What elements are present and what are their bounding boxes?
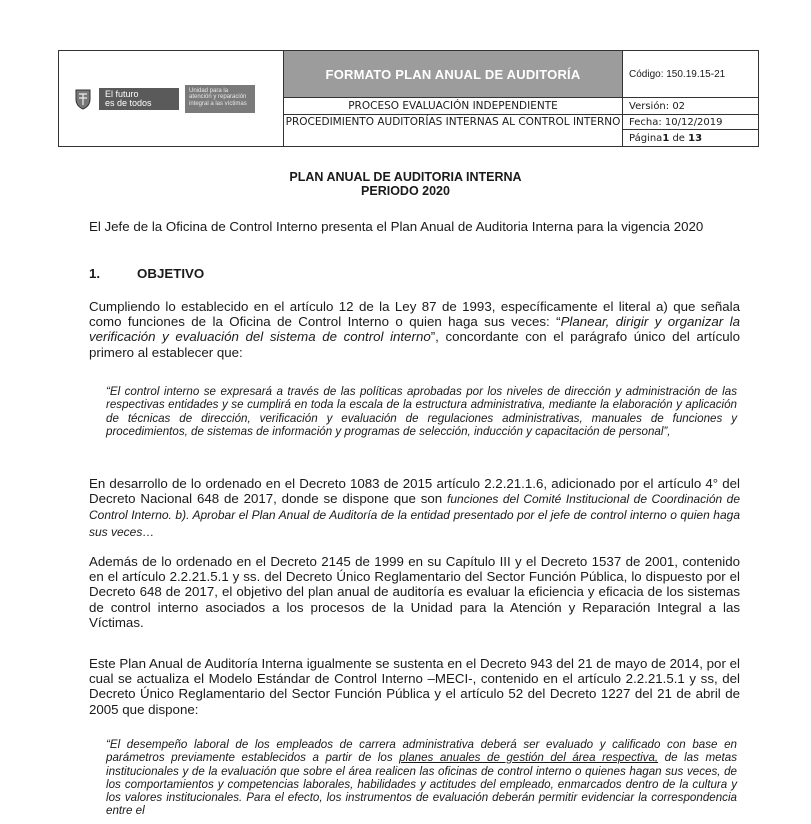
quote-2 bbox=[106, 738, 737, 818]
doc-title-line-1: PLAN ANUAL DE AUDITORIA INTERNA bbox=[289, 170, 522, 184]
logo-area bbox=[59, 51, 284, 146]
logo-line-2: es de todos bbox=[105, 97, 152, 108]
p1-text-a: Cumpliendo lo establecido en el artículo 12 de la Ley 87 de 1993, específicamente el literal a) que señala como funciones de la Oficina de Control Interno o quien haga sus veces: “ bbox=[89, 299, 740, 330]
doc-title-line-2: PERIODO 2020 bbox=[361, 184, 450, 198]
version-label: Versión: 02 bbox=[623, 98, 758, 115]
format-title: FORMATO PLAN ANUAL DE AUDITORÍA bbox=[284, 51, 623, 98]
p2-text-a: En desarrollo de lo ordenado en el Decreto 1083 de 2015 artículo 2.2.21.1.6, adicionado por el artículo 4° del Decreto Nacional 648 de 2017, donde se dispone que son bbox=[89, 476, 740, 507]
quote-1: “El control interno se expresará a través de las políticas aprobadas por los niveles de dirección y administración de las respectivas entidades y se cumplirá en toda la escala de la estructura administrativa, mediante la elaboración y aplicación de técnicas de dirección, verificación y evaluación de regulaciones administrativas, manuales de funciones y procedimientos, de sistemas de información y programas de selección, inducción y capacitación de personal”, bbox=[106, 385, 737, 438]
process-name: PROCESO EVALUACIÓN INDEPENDIENTE bbox=[284, 98, 623, 115]
p1-quote: Planear, dirigir y organizar la verificación y evaluación del sistema de control interno bbox=[89, 314, 740, 345]
logo-text-block bbox=[99, 88, 179, 110]
p2-italic: funciones del Comité Institucional de Coordinación de Control Interno. b). Aprobar el Plan Anual de Auditoría de la entidad presentado por el jefe de control interno o quien haga sus veces… bbox=[89, 492, 740, 539]
section-number: 1. bbox=[89, 266, 101, 281]
logo-subtext: Unidad para la atención y reparación integral a las víctimas bbox=[185, 85, 255, 113]
page-number: 1 bbox=[662, 132, 670, 144]
page-label bbox=[623, 130, 758, 146]
p1-text-c: ”, concordante con el parágrafo único del artículo primero al establecer que: bbox=[89, 329, 740, 360]
paragraph-3: Además de lo ordenado en el Decreto 2145 de 1999 en su Capítulo III y el Decreto 1537 de 2001, contenido en el artículo 2.2.21.5.1 y ss. del Decreto Único Reglamentario del Sector Función Pública, lo dispuesto por el Decreto 648 de 2017, el objetivo del plan anual de auditoría es evaluar la eficiencia y eficacia de los sistemas de control interno asociados a los procesos de la Unidad para la Atención y Reparación Integral a las Víctimas. bbox=[89, 554, 740, 630]
intro-paragraph: El Jefe de la Oficina de Control Interno presenta el Plan Anual de Auditoria Interna para la vigencia 2020 bbox=[89, 219, 704, 234]
procedure-name: PROCEDIMIENTO AUDITORÍAS INTERNAS AL CONTROL INTERNO bbox=[284, 115, 623, 146]
paragraph-4: Este Plan Anual de Auditoría Interna igualmente se sustenta en el Decreto 943 del 21 de mayo de 2014, por el cual se actualiza el Modelo Estándar de Control Interno –MECI-, contenido en el artículo 2.2.21.5.1 y ss, del Decreto Único Reglamentario del Sector Función Pública y el artículo 52 del Decreto 1227 del 21 de abril de 2005 que dispone: bbox=[89, 656, 740, 717]
quote2-text-a: “El desempeño laboral de los empleados de carrera administrativa deberá ser evaluado y calificado con base en parámetros previamente establecidos a partir de los bbox=[106, 738, 737, 765]
quote2-text-b: de las metas institucionales y de la evaluación que sobre el área realicen las oficinas de control interno o quienes hagan sus veces, de los comportamientos y competencias laborales, habilidades y actitudes del empleado, enmarcados dentro de la cultura y los valores institucionales. Para el efecto, los instrumentos de evaluación deberán permitir evidenciar la correspondencia entre el bbox=[106, 751, 738, 818]
section-heading bbox=[89, 266, 204, 281]
page-prefix: Página bbox=[629, 132, 663, 144]
date-label: Fecha: 10/12/2019 bbox=[623, 115, 758, 130]
coat-of-arms-icon bbox=[73, 87, 93, 111]
section-title: OBJETIVO bbox=[137, 266, 205, 281]
paragraph-1 bbox=[89, 299, 740, 360]
paragraph-2 bbox=[89, 476, 740, 540]
format-header-table bbox=[58, 50, 759, 147]
page-total: 13 bbox=[688, 132, 703, 144]
page-mid: de bbox=[669, 132, 689, 144]
logo-line-1: El futuro bbox=[105, 88, 139, 99]
code-label: Código: 150.19.15-21 bbox=[623, 51, 758, 98]
quote2-underlined: planes anuales de gestión del área respectiva, bbox=[399, 751, 659, 765]
